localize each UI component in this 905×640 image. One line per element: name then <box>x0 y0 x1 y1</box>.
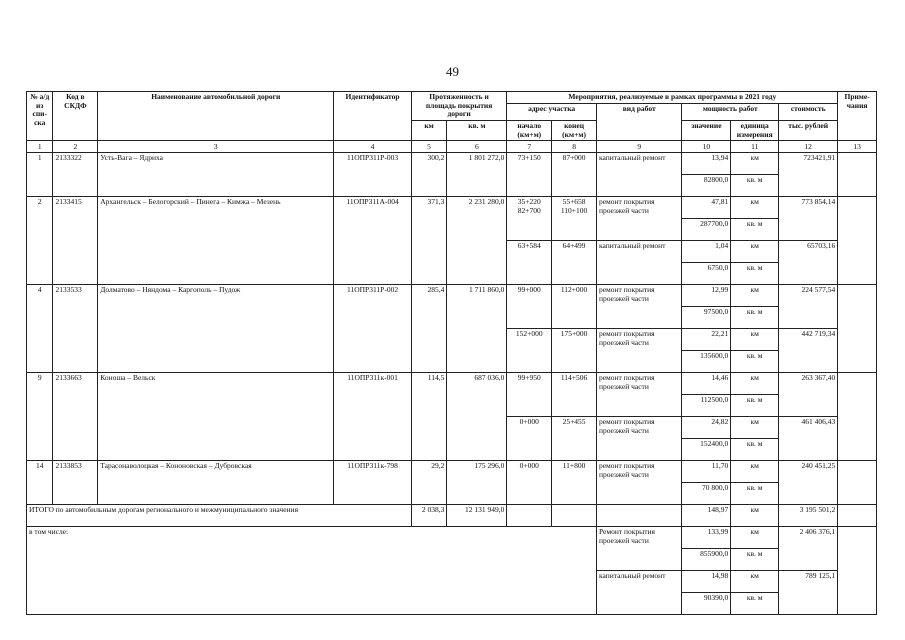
including-cost: 2 406 376,1 <box>779 527 838 571</box>
total-row <box>27 505 877 527</box>
work-start: 152+000 <box>507 329 552 373</box>
work-value-km: 14,46 <box>682 373 731 395</box>
road-length-km: 371,3 <box>411 197 447 285</box>
work-type: ремонт покрытия проезжей части <box>596 417 682 461</box>
header-cell: Наименование автомобильной дороги <box>98 92 334 141</box>
work-unit-km: км <box>731 417 779 439</box>
header-cell: тыс. рублей <box>779 120 838 140</box>
road-identifier: 11ОПР311Р-002 <box>334 285 411 373</box>
col-number: 4 <box>334 141 411 153</box>
road-name: Усть-Вага – Ядриха <box>98 153 334 197</box>
work-type: ремонт покрытия проезжей части <box>596 285 682 329</box>
road-code: 2133533 <box>53 285 98 373</box>
work-cost: 773 854,14 <box>779 197 838 241</box>
road-area-sqm: 175 296,0 <box>447 461 507 505</box>
col-number: 1 <box>27 141 53 153</box>
road-length-km: 114,5 <box>411 373 447 461</box>
work-end: 11+800 <box>552 461 597 505</box>
total-sqm: 12 131 949,0 <box>447 505 507 527</box>
work-end: 112+000 <box>552 285 597 329</box>
notes-cell <box>838 153 877 197</box>
col-number: 7 <box>507 141 552 153</box>
notes-cell <box>838 505 877 527</box>
work-unit-km: км <box>731 285 779 307</box>
work-unit-sqm: кв. м <box>731 483 779 505</box>
road-code: 2133322 <box>53 153 98 197</box>
road-number: 14 <box>27 461 53 505</box>
road-code: 2133415 <box>53 197 98 285</box>
total-km: 2 038,3 <box>411 505 447 527</box>
work-end: 175+000 <box>552 329 597 373</box>
including-unit-km: км <box>731 571 779 593</box>
work-unit-sqm: кв. м <box>731 219 779 241</box>
road-identifier: 11ОПР311Р-003 <box>334 153 411 197</box>
total-label: ИТОГО по автомобильным дорогам регионального и межмуниципального значения <box>27 505 412 527</box>
total-unit: км <box>731 505 779 527</box>
column-number-row <box>27 141 877 153</box>
header-row-1 <box>27 92 877 104</box>
road-name: Архангельск – Белогорский – Пинега – Кимжа – Мезень <box>98 197 334 285</box>
program-table <box>26 91 877 615</box>
work-value-km: 11,70 <box>682 461 731 483</box>
header-cell: вид работ <box>596 103 682 141</box>
notes-cell <box>838 527 877 615</box>
work-value-sqm: 287700,0 <box>682 219 731 241</box>
header-cell: кв. м <box>447 120 507 140</box>
work-start: 99+000 <box>507 285 552 329</box>
road-name: Долматово – Няндома – Каргополь – Пудож <box>98 285 334 373</box>
work-cost: 263 367,40 <box>779 373 838 417</box>
table-row <box>27 197 877 219</box>
work-value-km: 12,99 <box>682 285 731 307</box>
including-value-km: 133,99 <box>682 527 731 549</box>
road-area-sqm: 687 036,0 <box>447 373 507 461</box>
road-area-sqm: 2 231 280,0 <box>447 197 507 285</box>
work-value-sqm: 70 800,0 <box>682 483 731 505</box>
empty-cell <box>507 505 552 527</box>
header-cell: стоимость <box>779 103 838 120</box>
work-unit-sqm: кв. м <box>731 263 779 285</box>
work-cost: 723421,91 <box>779 153 838 197</box>
including-value-sqm: 90390,0 <box>682 593 731 615</box>
notes-cell <box>838 461 877 505</box>
work-end: 55+658 110+100 <box>552 197 597 241</box>
work-unit-km: км <box>731 197 779 219</box>
work-unit-sqm: кв. м <box>731 351 779 373</box>
work-unit-km: км <box>731 153 779 175</box>
header-cell: единица измерения <box>731 120 779 140</box>
work-unit-sqm: кв. м <box>731 395 779 417</box>
road-length-km: 285,4 <box>411 285 447 373</box>
including-unit-sqm: кв. м <box>731 549 779 571</box>
header-cell: значение <box>682 120 731 140</box>
empty-cell <box>552 505 597 527</box>
road-name: Коноша – Вельск <box>98 373 334 461</box>
road-length-km: 29,2 <box>411 461 447 505</box>
header-cell: адрес участка <box>507 103 597 120</box>
work-type: ремонт покрытия проезжей части <box>596 329 682 373</box>
work-value-sqm: 6750,0 <box>682 263 731 285</box>
including-cost: 789 125,1 <box>779 571 838 615</box>
work-unit-km: км <box>731 329 779 351</box>
empty-cell <box>596 505 682 527</box>
including-unit-sqm: кв. м <box>731 593 779 615</box>
work-type: ремонт покрытия проезжей части <box>596 461 682 505</box>
road-area-sqm: 1 801 272,0 <box>447 153 507 197</box>
work-end: 114+506 <box>552 373 597 417</box>
work-start: 73+150 <box>507 153 552 197</box>
road-number: 2 <box>27 197 53 285</box>
work-unit-sqm: кв. м <box>731 439 779 461</box>
road-identifier: 11ОПР311к-798 <box>334 461 411 505</box>
work-end: 25+455 <box>552 417 597 461</box>
work-value-sqm: 135600,0 <box>682 351 731 373</box>
including-work-type: Ремонт покрытия проезжей части <box>596 527 682 571</box>
road-length-km: 300,2 <box>411 153 447 197</box>
work-cost: 65703,16 <box>779 241 838 285</box>
page-number: 49 <box>446 64 459 79</box>
total-cost: 3 195 501,2 <box>779 505 838 527</box>
road-number: 4 <box>27 285 53 373</box>
header-cell: Код в СКДФ <box>53 92 98 141</box>
notes-cell <box>838 285 877 373</box>
work-cost: 240 451,25 <box>779 461 838 505</box>
work-value-km: 22,21 <box>682 329 731 351</box>
work-type: капитальный ремонт <box>596 241 682 285</box>
work-start: 0+000 <box>507 461 552 505</box>
work-cost: 224 577,54 <box>779 285 838 329</box>
work-unit-km: км <box>731 373 779 395</box>
col-number: 2 <box>53 141 98 153</box>
road-code: 2133853 <box>53 461 98 505</box>
notes-cell <box>838 373 877 461</box>
col-number: 9 <box>596 141 682 153</box>
including-value-km: 14,98 <box>682 571 731 593</box>
work-end: 87+000 <box>552 153 597 197</box>
header-cell: мощность работ <box>682 103 779 120</box>
work-unit-sqm: кв. м <box>731 175 779 197</box>
road-number: 9 <box>27 373 53 461</box>
table-row <box>27 461 877 483</box>
work-value-km: 13,94 <box>682 153 731 175</box>
road-identifier: 11ОПР311к-001 <box>334 373 411 461</box>
work-type: капитальный ремонт <box>596 153 682 197</box>
table-row <box>27 153 877 175</box>
work-value-km: 1,04 <box>682 241 731 263</box>
header-cell: Мероприятия, реализуемые в рамках программы в 2021 году <box>507 92 838 104</box>
work-type: ремонт покрытия проезжей части <box>596 373 682 417</box>
road-name: Тарасонаволоцкая – Кононовская – Дубровская <box>98 461 334 505</box>
work-start: 63+584 <box>507 241 552 285</box>
road-number: 1 <box>27 153 53 197</box>
col-number: 12 <box>779 141 838 153</box>
col-number: 8 <box>552 141 597 153</box>
col-number: 6 <box>447 141 507 153</box>
including-row <box>27 527 877 549</box>
work-cost: 461 406,43 <box>779 417 838 461</box>
work-start: 99+950 <box>507 373 552 417</box>
header-cell: км <box>411 120 447 140</box>
including-work-type: капитальный ремонт <box>596 571 682 615</box>
road-area-sqm: 1 711 860,0 <box>447 285 507 373</box>
col-number: 13 <box>838 141 877 153</box>
header-cell: Идентификатор <box>334 92 411 141</box>
header-cell: № а/д из спи- ска <box>27 92 53 141</box>
work-unit-km: км <box>731 241 779 263</box>
notes-cell <box>838 197 877 285</box>
work-value-sqm: 112500,0 <box>682 395 731 417</box>
work-value-sqm: 97500,0 <box>682 307 731 329</box>
table-row <box>27 285 877 307</box>
work-start: 0+000 <box>507 417 552 461</box>
header-cell: Протяженность и площадь покрытия дороги <box>411 92 507 121</box>
including-value-sqm: 855900,0 <box>682 549 731 571</box>
work-value-km: 24,82 <box>682 417 731 439</box>
road-code: 2133663 <box>53 373 98 461</box>
header-cell: начало (км+м) <box>507 120 552 140</box>
including-label: в том числе: <box>27 527 597 615</box>
work-value-km: 47,81 <box>682 197 731 219</box>
total-value: 148,97 <box>682 505 731 527</box>
col-number: 11 <box>731 141 779 153</box>
col-number: 5 <box>411 141 447 153</box>
work-unit-km: км <box>731 461 779 483</box>
col-number: 10 <box>682 141 731 153</box>
work-end: 64+499 <box>552 241 597 285</box>
col-number: 3 <box>98 141 334 153</box>
header-cell: Приме- чания <box>838 92 877 141</box>
work-cost: 442 719,34 <box>779 329 838 373</box>
work-value-sqm: 152400,0 <box>682 439 731 461</box>
table-row <box>27 373 877 395</box>
header-cell: конец (км+м) <box>552 120 597 140</box>
work-start: 35+220 82+700 <box>507 197 552 241</box>
work-value-sqm: 82800,0 <box>682 175 731 197</box>
work-unit-sqm: кв. м <box>731 307 779 329</box>
work-type: ремонт покрытия проезжей части <box>596 197 682 241</box>
road-identifier: 11ОПР311А-004 <box>334 197 411 285</box>
including-unit-km: км <box>731 527 779 549</box>
